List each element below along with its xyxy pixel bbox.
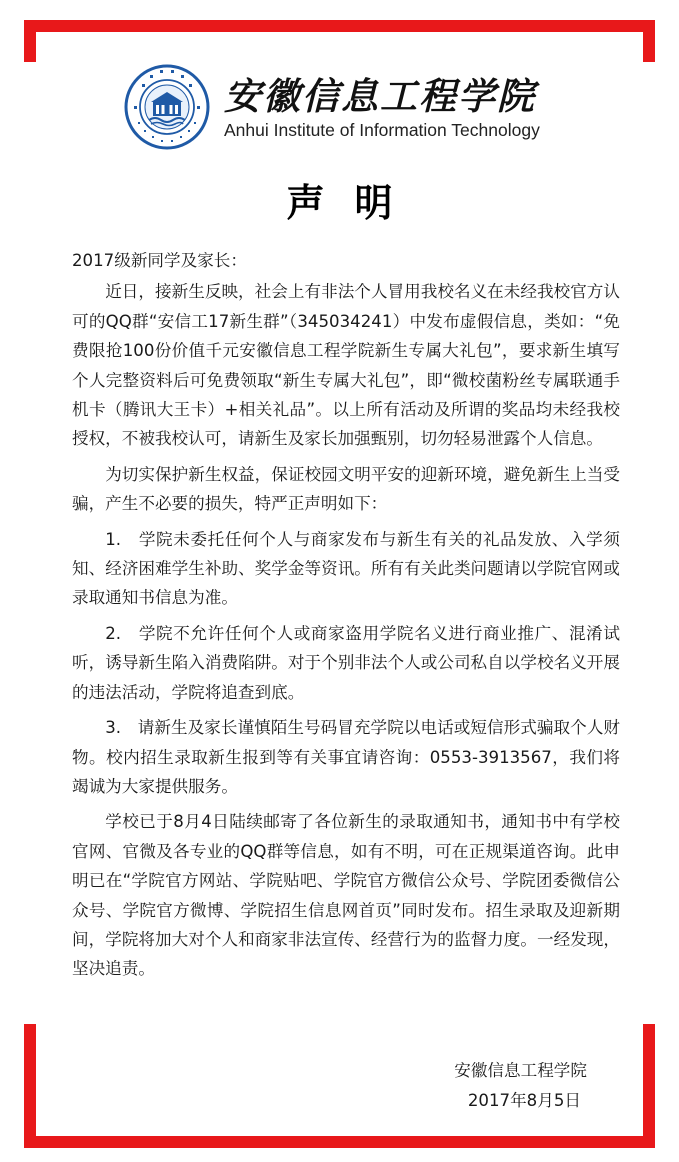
school-seal-icon [124,64,210,150]
paragraph-item-3: 3. 请新生及家长谨慎陌生号码冒充学院以电话或短信形式骗取个人财物。校内招生录取新生报到等有关事宜请咨询：0553-3913567，我们将竭诚为大家提供服务。 [72,718,620,796]
frame-top-bar [24,20,655,32]
letterhead [124,64,564,150]
frame-bottom-right-corner [643,1024,655,1148]
salutation: 2017级新同学及家长： [72,251,247,270]
paragraph-declaration-intro: 为切实保护新生权益，保证校园文明平安的迎新环境，避免新生上当受骗，产生不必要的损失，特严正声明如下： [72,464,620,514]
paragraph-item-1: 1. 学院未委托任何个人与商家发布与新生有关的礼品发放、入学须知、经济困难学生补助、奖学金等资讯。所有有关此类问题请以学院官网或录取通知书信息为准。 [72,529,620,608]
document-body [72,246,620,990]
school-name-en: Anhui Institute of Information Technology [224,120,540,140]
school-name-cn: 安徽信息工程学院 [224,74,536,118]
frame-bottom-bar [24,1136,655,1148]
frame-top-left-corner [24,20,36,62]
document-title: 声明 [286,181,423,225]
paragraph-notice: 近日，接新生反映，社会上有非法个人冒用我校名义在未经我校官方认可的QQ群“安信工17新生群”（345034241）中发布虚假信息，类如：“免费限抢100份价值千元安徽信息工程学院新生专属大礼包”，要求新生填写个人完整资料后可免费领取“新生专属大礼包”，即“微校菌粉丝专属联通手机卡（腾讯大王卡）+相关礼品”。以上所有活动及所谓的奖品均未经我校授权，不被我校认可，请新生及家长加强甄别，切勿轻易泄露个人信息。 [72,282,620,449]
paragraph-closing: 学校已于8月4日陆续邮寄了各位新生的录取通知书，通知书中有学校官网、官微及各专业的QQ群等信息，如有不明，可在正规渠道咨询。此申明已在“学院官方网站、学院贴吧、学院官方微信公众号、学院团委微信公众号、学院官方微博、学院招生信息网首页”同时发布。招生录取及迎新期间，学院将加大对个人和商家非法宣传、经营行为的监督力度。一经发现，坚决追责。 [72,812,620,979]
frame-top-right-corner [643,20,655,62]
paragraph-item-2: 2. 学院不允许任何个人或商家盗用学院名义进行商业推广、混淆试听，诱导新生陷入消费陷阱。对于个别非法个人或公司私自以学校名义开展的违法活动，学院将追查到底。 [72,623,620,702]
signature-org: 安徽信息工程学院 [454,1061,587,1080]
frame-bottom-left-corner [24,1024,36,1148]
signature-block [454,1056,587,1116]
signature-date: 2017年8月5日 [467,1091,581,1110]
